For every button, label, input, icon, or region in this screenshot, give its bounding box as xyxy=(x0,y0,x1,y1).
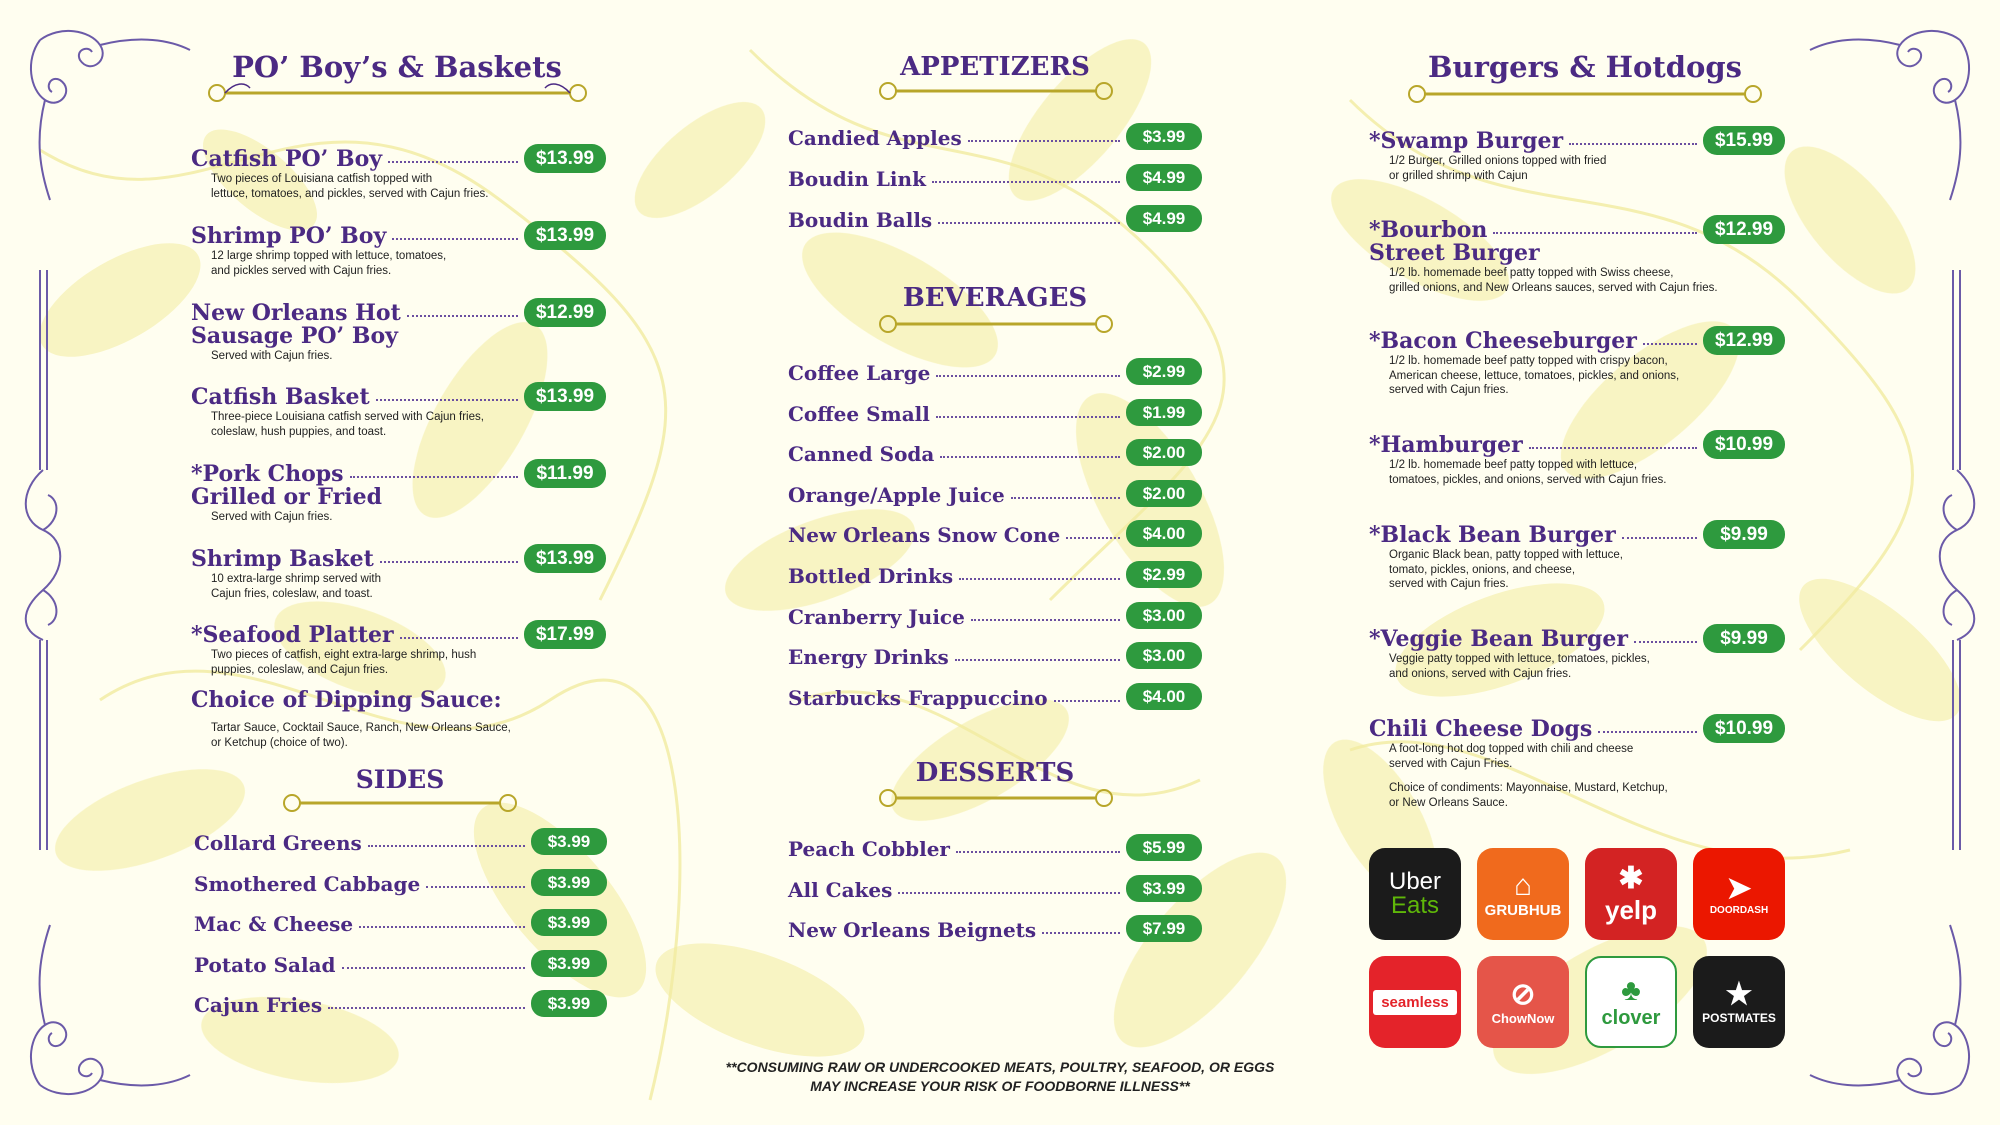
leader-dots xyxy=(1054,700,1120,702)
item-name: Energy Drinks xyxy=(788,645,949,670)
price-badge: $4.99 xyxy=(1126,205,1202,232)
yelp-icon[interactable]: ✱ yelp xyxy=(1585,848,1677,940)
item-name: *Veggie Bean Burger xyxy=(1369,626,1628,652)
dipping-sauce-note xyxy=(191,689,591,749)
price-badge: $3.99 xyxy=(1126,123,1202,150)
item-description: 1/2 lb. homemade beef patty topped with lettuce, tomatoes, pickles, and onions, served with Cajun fries. xyxy=(1389,459,1667,486)
leader-dots xyxy=(956,851,1120,853)
menu-item xyxy=(788,209,1208,279)
section-title-burgers: Burgers & Hotdogs xyxy=(1428,50,1742,84)
item-name: Boudin Link xyxy=(788,167,926,191)
price-badge: $3.99 xyxy=(1126,875,1202,902)
item-name: Chili Cheese Dogs xyxy=(1369,716,1593,742)
item-name: New Orleans Beignets xyxy=(788,918,1037,942)
price-badge: $3.99 xyxy=(531,828,607,855)
leader-dots xyxy=(1643,343,1697,345)
price-badge: $1.99 xyxy=(1126,399,1202,426)
app-glyph: ⊘ xyxy=(1510,977,1536,1011)
item-name: Mac & Cheese xyxy=(194,912,354,936)
ornament-divider xyxy=(195,80,600,106)
menu-item xyxy=(1369,434,1789,504)
leader-dots xyxy=(380,561,518,563)
item-name: *Black Bean Burger xyxy=(1369,522,1616,548)
item-name: *Hamburger xyxy=(1369,432,1523,458)
price-badge: $10.99 xyxy=(1703,714,1785,743)
app-glyph: ✱ xyxy=(1618,861,1644,895)
leader-dots xyxy=(1634,641,1697,643)
item-name: New Orleans Hot xyxy=(191,300,401,326)
price-badge: $4.00 xyxy=(1126,520,1202,547)
leader-dots xyxy=(940,456,1120,458)
section-title-appetizers: APPETIZERS xyxy=(900,52,1090,82)
menu-item xyxy=(788,919,1208,989)
item-name: *Pork Chops xyxy=(191,461,344,487)
price-badge: $5.99 xyxy=(1126,834,1202,861)
price-badge: $4.00 xyxy=(1126,683,1202,710)
leader-dots xyxy=(1569,143,1697,145)
seamless-icon[interactable]: seamless xyxy=(1369,956,1461,1048)
clover-icon[interactable]: ♣ clover xyxy=(1585,956,1677,1048)
ornament-divider xyxy=(1395,81,1775,107)
leader-dots xyxy=(1042,932,1120,934)
item-name: Candied Apples xyxy=(788,126,962,150)
item-name-line2: Sausage PO’ Boy xyxy=(191,323,398,349)
price-badge: $3.99 xyxy=(531,990,607,1017)
menu-item xyxy=(191,148,611,218)
item-name: *Bacon Cheeseburger xyxy=(1369,328,1637,354)
section-title-desserts: DESSERTS xyxy=(915,758,1075,788)
item-description: 12 large shrimp topped with lettuce, tomatoes, and pickles served with Cajun fries. xyxy=(211,250,447,277)
price-badge: $12.99 xyxy=(524,298,606,327)
ornament-divider xyxy=(868,785,1124,811)
item-name: Canned Soda xyxy=(788,442,935,467)
item-name: Bottled Drinks xyxy=(788,564,954,588)
item-name: *Seafood Platter xyxy=(191,622,394,648)
leader-dots xyxy=(898,892,1120,894)
item-name: Catfish PO’ Boy xyxy=(191,146,383,172)
item-name: Starbucks Frappuccino xyxy=(788,685,1048,710)
item-name: Potato Salad xyxy=(194,952,336,977)
leader-dots xyxy=(400,637,518,639)
price-badge: $3.99 xyxy=(531,869,607,896)
item-name: Cranberry Juice xyxy=(788,604,965,629)
food-safety-disclaimer: **CONSUMING RAW OR UNDERCOOKED MEATS, POULTRY, SEAFOOD, OR EGGS MAY INCREASE YOUR RISK OF FOODBORNE ILLNESS** xyxy=(725,1059,1275,1094)
uber-eats-icon[interactable]: Uber Eats xyxy=(1369,848,1461,940)
grubhub-icon[interactable]: ⌂ GRUBHUB xyxy=(1477,848,1569,940)
item-description: A foot-long hot dog topped with chili and cheese served with Cajun Fries. Choice of condiments: Mayonnaise, Mustard, Ketchup, or New Orleans Sauce. xyxy=(1389,743,1668,809)
ornament-divider xyxy=(868,78,1124,104)
price-badge: $15.99 xyxy=(1703,126,1785,155)
item-description: Two pieces of catfish, eight extra-large shrimp, hush puppies, coleslaw, and Cajun fries. xyxy=(211,649,477,676)
price-badge: $3.99 xyxy=(531,950,607,977)
leader-dots xyxy=(342,967,525,969)
section-title-beverages: BEVERAGES xyxy=(902,283,1088,313)
price-badge: $13.99 xyxy=(524,382,606,411)
leader-dots xyxy=(376,399,518,401)
menu-item xyxy=(1369,130,1789,200)
price-badge: $9.99 xyxy=(1703,624,1785,653)
price-badge: $2.00 xyxy=(1126,439,1202,466)
menu-item xyxy=(191,463,611,533)
leader-dots xyxy=(932,181,1120,183)
leader-dots xyxy=(359,926,525,928)
price-badge: $11.99 xyxy=(524,459,606,488)
leader-dots xyxy=(938,222,1120,224)
item-description: 1/2 lb. homemade beef patty topped with crispy bacon, American cheese, lettuce, tomatoes, pickles, and onions, served with Cajun fries. xyxy=(1389,355,1680,396)
price-badge: $12.99 xyxy=(1703,215,1785,244)
section-title-poboys: PO’ Boy’s & Baskets xyxy=(232,50,562,84)
leader-dots xyxy=(955,659,1120,661)
item-description: Served with Cajun fries. xyxy=(211,511,333,523)
item-name: Coffee Small xyxy=(788,401,930,426)
leader-dots xyxy=(959,578,1120,580)
price-badge: $9.99 xyxy=(1703,520,1785,549)
leader-dots xyxy=(1493,232,1697,234)
price-badge: $3.00 xyxy=(1126,602,1202,629)
leader-dots xyxy=(368,845,525,847)
item-description: 1/2 Burger, Grilled onions topped with fried or grilled shrimp with Cajun xyxy=(1389,155,1607,182)
menu-item xyxy=(1369,524,1789,594)
item-name: Peach Cobbler xyxy=(788,837,950,861)
menu-item xyxy=(1369,217,1789,294)
chownow-icon[interactable]: ⊘ ChowNow xyxy=(1477,956,1569,1048)
item-description: Two pieces of Louisiana catfish topped with lettuce, tomatoes, and pickles, served with Cajun fries. xyxy=(211,173,489,200)
item-name: Boudin Balls xyxy=(788,208,933,232)
section-title-sides: SIDES xyxy=(355,765,445,794)
leader-dots xyxy=(968,140,1120,142)
item-name: *Bourbon xyxy=(1369,217,1488,243)
item-name: New Orleans Snow Cone xyxy=(788,523,1061,548)
leader-dots xyxy=(350,476,518,478)
menu-item xyxy=(788,687,1208,757)
item-description: Veggie patty topped with lettuce, tomatoes, pickles, and onions, served with Cajun fries. xyxy=(1389,653,1650,680)
price-badge: $13.99 xyxy=(524,144,606,173)
leader-dots xyxy=(1598,731,1697,733)
menu-item xyxy=(191,302,611,372)
item-name: Cajun Fries xyxy=(194,993,323,1017)
item-name: All Cakes xyxy=(788,877,893,902)
item-description: 10 extra-large shrimp served with Cajun fries, coleslaw, and toast. xyxy=(211,573,382,600)
price-badge: $2.00 xyxy=(1126,480,1202,507)
price-badge: $17.99 xyxy=(524,620,606,649)
leader-dots xyxy=(426,886,525,888)
ornament-divider xyxy=(272,790,528,816)
item-name: Collard Greens xyxy=(194,831,362,855)
item-name: *Swamp Burger xyxy=(1369,128,1564,154)
leader-dots xyxy=(971,619,1120,621)
app-glyph: ★ xyxy=(1725,978,1753,1011)
menu-item xyxy=(194,994,614,1064)
price-badge: $10.99 xyxy=(1703,430,1785,459)
dipping-sauce-title: Choice of Dipping Sauce: xyxy=(191,687,502,713)
price-badge: $13.99 xyxy=(524,544,606,573)
leader-dots xyxy=(936,375,1120,377)
item-name: Coffee Large xyxy=(788,361,931,385)
leader-dots xyxy=(407,315,518,317)
menu-item xyxy=(191,225,611,295)
menu-item xyxy=(1369,628,1789,698)
menu-item xyxy=(1369,716,1789,809)
app-glyph: ♣ xyxy=(1621,973,1641,1007)
dipping-sauce-desc: Tartar Sauce, Cocktail Sauce, Ranch, New Orleans Sauce, or Ketchup (choice of two). xyxy=(211,722,511,749)
price-badge: $7.99 xyxy=(1126,915,1202,942)
item-description: 1/2 lb. homemade beef patty topped with Swiss cheese, grilled onions, and New Orleans sauces, served with Cajun fries. xyxy=(1389,267,1718,294)
item-description: Organic Black bean, patty topped with lettuce, tomato, pickles, onions, and cheese, served with Cajun fries. xyxy=(1389,549,1623,590)
price-badge: $4.99 xyxy=(1126,164,1202,191)
item-description: Three-piece Louisiana catfish served with Cajun fries, coleslaw, hush puppies, and toast. xyxy=(211,411,484,438)
item-name-line2: Street Burger xyxy=(1369,240,1540,266)
leader-dots xyxy=(392,238,518,240)
item-name: Shrimp PO’ Boy xyxy=(191,223,387,249)
item-name: Orange/Apple Juice xyxy=(788,482,1005,507)
item-name: Catfish Basket xyxy=(191,384,370,410)
app-glyph: ➤ xyxy=(1726,871,1752,905)
leader-dots xyxy=(936,416,1120,418)
item-name: Shrimp Basket xyxy=(191,546,374,572)
postmates-icon[interactable]: ★ POSTMATES xyxy=(1693,956,1785,1048)
item-name-line2: Grilled or Fried xyxy=(191,484,382,510)
menu-item xyxy=(1369,330,1789,400)
price-badge: $2.99 xyxy=(1126,358,1202,385)
leader-dots xyxy=(1622,537,1697,539)
item-name: Smothered Cabbage xyxy=(194,871,421,896)
item-description: Served with Cajun fries. xyxy=(211,350,333,362)
price-badge: $13.99 xyxy=(524,221,606,250)
ornament-divider xyxy=(868,311,1124,337)
leader-dots xyxy=(328,1007,525,1009)
price-badge: $2.99 xyxy=(1126,561,1202,588)
price-badge: $12.99 xyxy=(1703,326,1785,355)
menu-item xyxy=(191,624,611,694)
menu-item xyxy=(191,548,611,618)
menu-item xyxy=(191,386,611,456)
app-glyph: ⌂ xyxy=(1513,868,1533,902)
doordash-icon[interactable]: ➤ DOORDASH xyxy=(1693,848,1785,940)
leader-dots xyxy=(1529,447,1697,449)
price-badge: $3.00 xyxy=(1126,642,1202,669)
leader-dots xyxy=(1011,497,1120,499)
leader-dots xyxy=(1066,537,1120,539)
price-badge: $3.99 xyxy=(531,909,607,936)
leader-dots xyxy=(388,161,518,163)
